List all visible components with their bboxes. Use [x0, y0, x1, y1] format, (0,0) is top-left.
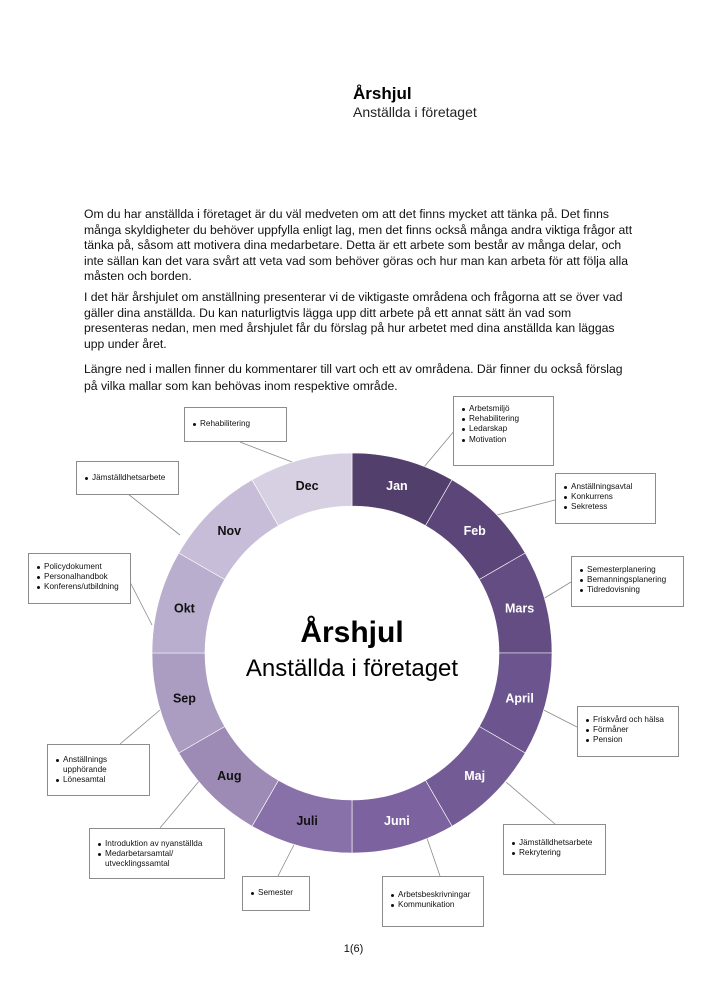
note-item: Konkurrens [564, 492, 649, 502]
connector-line [240, 442, 292, 462]
note-list-sep [56, 755, 143, 786]
month-label-nov: Nov [217, 523, 242, 538]
note-box-juli [242, 876, 310, 911]
note-list-okt [37, 562, 124, 593]
note-item: Arbetsbeskrivningar [391, 890, 477, 900]
note-item: Jämställdhetsarbete [512, 838, 599, 848]
note-item: Rehabilitering [462, 414, 547, 424]
wheel-segments [152, 453, 552, 853]
wheel-center-subtitle: Anställda i företaget [245, 655, 459, 682]
connector-line [497, 500, 555, 515]
note-list-feb [564, 482, 649, 513]
document-title: Årshjul [353, 84, 412, 103]
month-label-feb: Feb [463, 523, 486, 538]
note-list-juni [391, 890, 477, 910]
note-list-nov [85, 473, 172, 483]
note-box-sep [47, 744, 150, 796]
month-label-maj: Maj [464, 769, 486, 784]
note-box-juni [382, 876, 484, 927]
note-box-feb [555, 473, 656, 524]
intro-paragraph-2: I det här årshjulet om anställning presenterar vi de viktigaste områdena och frågorna att se över vad gäller dina anställda. Du kan naturligtvis lägga upp ditt arbete på ett annat sätt än vad som presenteras nedan, men med årshjulet får du förslag på hur arbetet med dina anställda kan läggas upp under året. [84, 290, 623, 351]
note-item: Anställningsavtal [564, 482, 649, 492]
note-item: Tidredovisning [580, 585, 677, 595]
month-label-mars: Mars [504, 601, 535, 616]
note-list-maj [512, 838, 599, 858]
note-box-maj [503, 824, 606, 875]
intro-paragraph-1: Om du har anställda i företaget är du väl medveten om att det finns mycket att tänka på. Det finns många skyldigheter du behöver uppfylla enligt lag, men det finns också många andra viktiga frågor att tänka på, såsom att motivera dina medarbetare. Detta är ett arbete som består av många delar, och inte sällan kan det vara svårt att veta vad som behöver göras och hur man kan arbeta för att följa alla måsten och borden. [84, 207, 633, 284]
note-item: Pension [586, 735, 672, 745]
note-item: Policydokument [37, 562, 124, 572]
note-list-dec [193, 419, 280, 429]
note-item: Rekrytering [512, 848, 599, 858]
month-label-sep: Sep [172, 691, 196, 706]
connector-line [120, 710, 160, 744]
note-box-jan [453, 396, 554, 466]
document-subtitle: Anställda i företaget [353, 104, 477, 120]
note-list-juli [251, 888, 303, 898]
month-label-aug: Aug [217, 769, 242, 784]
wheel-month-labels [173, 479, 534, 828]
connector-line [506, 782, 555, 824]
month-label-jan: Jan [386, 478, 408, 493]
connector-line [160, 780, 200, 828]
note-item: Sekretess [564, 502, 649, 512]
note-item: Anställnings upphörande [56, 755, 143, 775]
note-box-mars [571, 556, 684, 607]
note-item: Introduktion av nyanställda [98, 839, 218, 849]
wheel-center-title: Årshjul [300, 616, 404, 649]
note-item: Personalhandbok [37, 572, 124, 582]
month-label-dec: Dec [295, 478, 319, 493]
note-box-okt [28, 553, 131, 604]
note-item: Lönesamtal [56, 775, 143, 785]
note-box-aug [89, 828, 225, 879]
note-list-aug [98, 839, 218, 870]
page-number: 1(6) [343, 943, 364, 955]
note-item: Semester [251, 888, 303, 898]
note-box-dec [184, 407, 287, 442]
note-item: Semesterplanering [580, 565, 677, 575]
note-item: Motivation [462, 435, 547, 445]
connector-line [128, 494, 180, 535]
note-item: Medarbetarsamtal/ utvecklingssamtal [98, 849, 218, 869]
note-item: Bemanningsplanering [580, 575, 677, 585]
intro-paragraph-3: Längre ned i mallen finner du kommentarer till vart och ett av områdena. Där finner du också förslag på vilka mallar som kan behövas inom respektive område. [84, 362, 623, 393]
connector-line [424, 430, 455, 467]
note-item: Ledarskap [462, 424, 547, 434]
note-item: Arbetsmiljö [462, 404, 547, 414]
note-item: Kommunikation [391, 900, 477, 910]
connector-line [130, 582, 152, 625]
note-list-jan [462, 404, 547, 445]
note-list-mars [580, 565, 677, 596]
month-label-okt: Okt [173, 601, 195, 616]
month-label-juli: Juli [296, 814, 318, 829]
note-item: Förmåner [586, 725, 672, 735]
month-label-april: April [505, 691, 534, 706]
note-box-nov [76, 461, 179, 495]
note-item: Friskvård och hälsa [586, 715, 672, 725]
note-item: Konferens/utbildning [37, 582, 124, 592]
note-item: Jämställdhetsarbete [85, 473, 172, 483]
note-list-april [586, 715, 672, 746]
note-item: Rehabilitering [193, 419, 280, 429]
note-box-april [577, 706, 679, 757]
month-label-juni: Juni [384, 814, 410, 829]
